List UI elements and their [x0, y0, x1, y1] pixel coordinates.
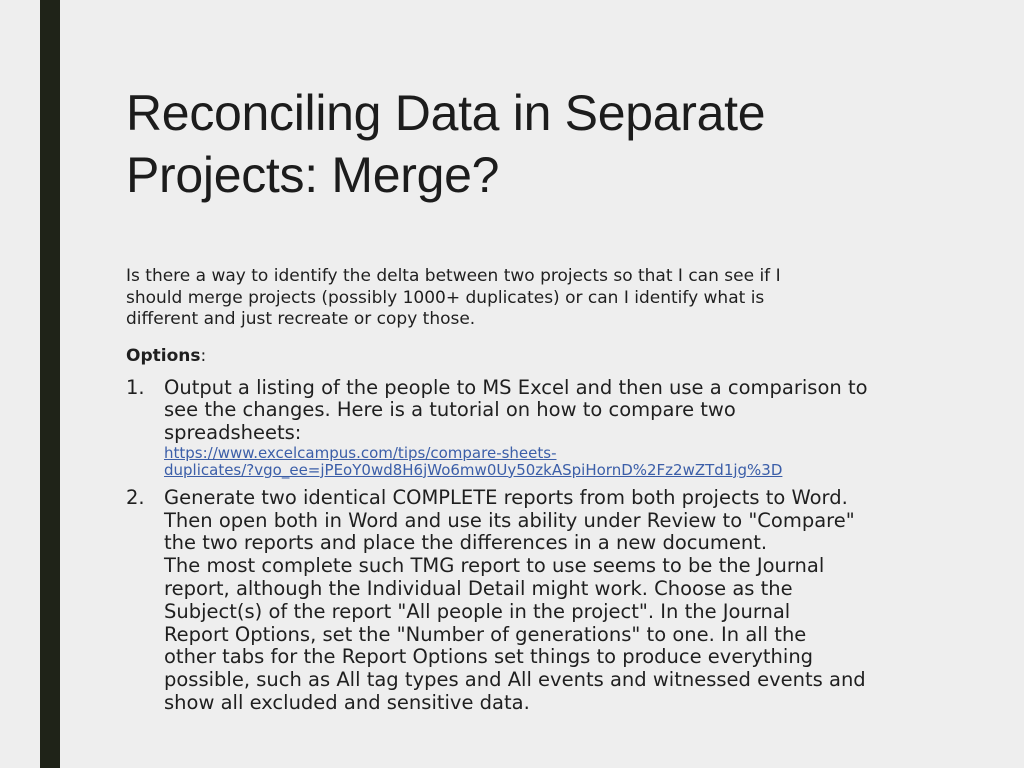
options-label: Options: [126, 345, 201, 366]
item-line: other tabs for the Report Options set things to produce everything: [164, 645, 814, 669]
list-item: [126, 487, 926, 715]
item-line: the two reports and place the differences in a new document.: [164, 531, 768, 555]
tutorial-link[interactable]: [164, 445, 926, 479]
link-line[interactable]: https://www.excelcampus.com/tips/compare-sheets-: [164, 443, 557, 462]
options-colon: :: [200, 345, 207, 366]
item-line: Then open both in Word and use its ability under Review to "Compare": [164, 508, 855, 532]
slide-title: [126, 82, 946, 206]
link-line[interactable]: duplicates/?vgo_ee=jPEoY0wd8H6jWo6mw0Uy50zkASpiHornD%2Fz2wZTd1jg%3D: [164, 460, 783, 479]
item-line: possible, such as All tag types and All events and witnessed events and: [164, 668, 866, 692]
item-line: Report Options, set the "Number of generations" to one. In all the: [164, 622, 807, 646]
intro-line: should merge projects (possibly 1000+ duplicates) or can I identify what is: [126, 287, 765, 308]
title-line: Projects: Merge?: [126, 147, 500, 203]
item-line: Subject(s) of the report "All people in the project". In the Journal: [164, 599, 791, 623]
options-heading: [126, 345, 926, 367]
item-line: show all excluded and sensitive data.: [164, 691, 530, 715]
item-line: Generate two identical COMPLETE reports from both projects to Word.: [164, 485, 848, 509]
item-line: see the changes. Here is a tutorial on how to compare two: [164, 398, 736, 422]
item-line: spreadsheets:: [164, 421, 302, 445]
slide-body: [126, 266, 926, 715]
intro-paragraph: [126, 266, 926, 331]
title-line: Reconciling Data in Separate: [126, 85, 766, 141]
accent-bar: [40, 0, 60, 768]
item-line: The most complete such TMG report to use seems to be the Journal: [164, 554, 825, 578]
item-line: report, although the Individual Detail might work. Choose as the: [164, 577, 793, 601]
list-number: 1.: [126, 375, 145, 399]
list-number: 2.: [126, 485, 145, 509]
intro-line: Is there a way to identify the delta between two projects so that I can see if I: [126, 266, 781, 286]
list-item: [126, 377, 926, 479]
intro-line: different and just recreate or copy those.: [126, 309, 476, 329]
options-list: [126, 377, 926, 715]
item-line: Output a listing of the people to MS Excel and then use a comparison to: [164, 375, 868, 399]
